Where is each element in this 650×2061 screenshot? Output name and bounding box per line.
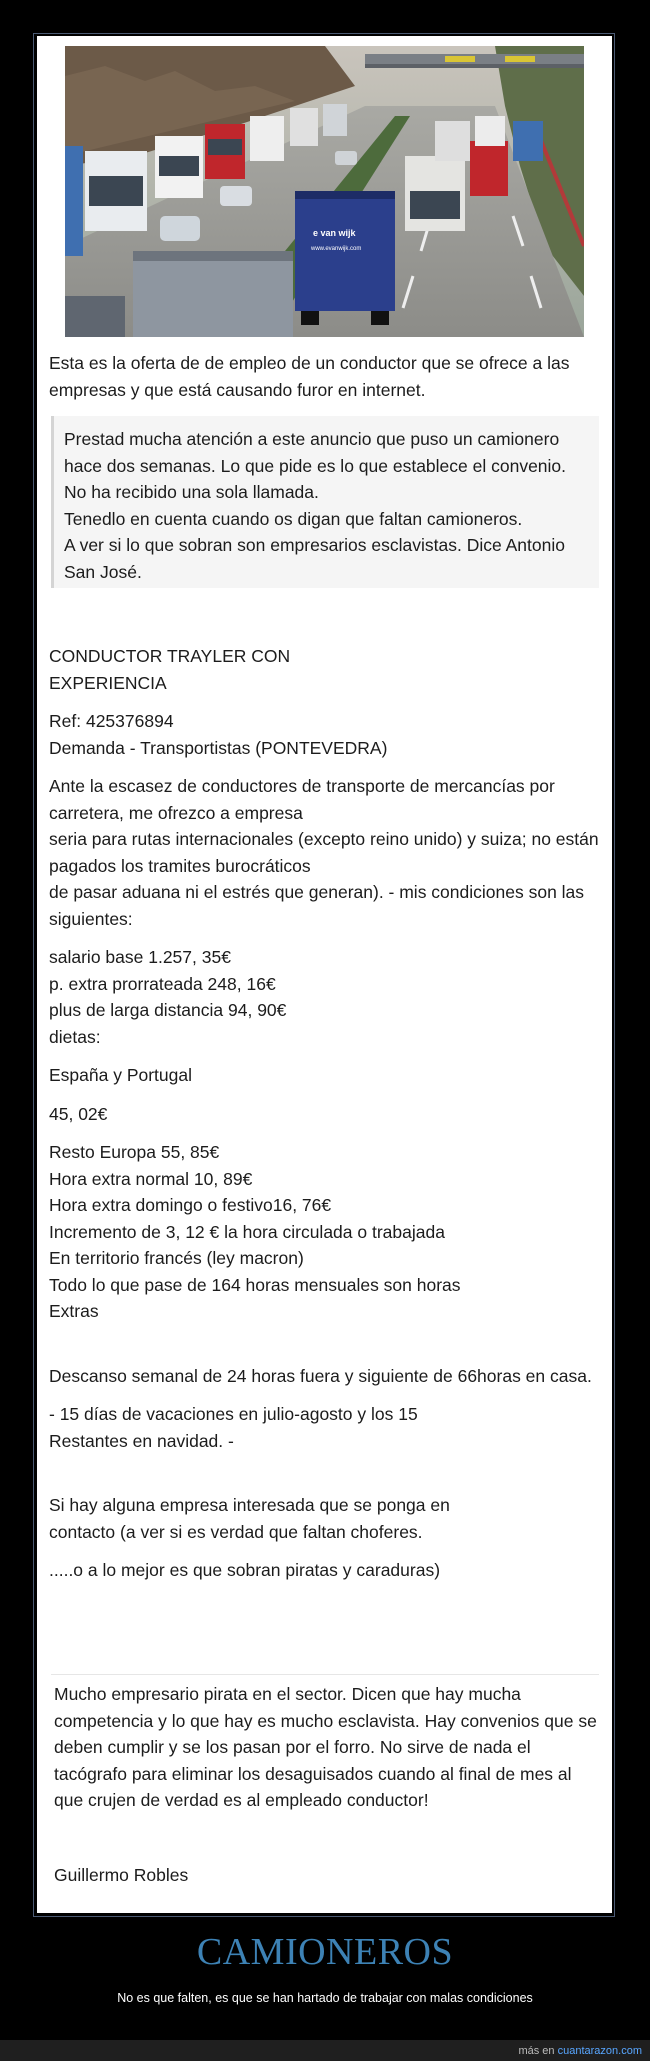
ad-paragraph: Ante la escasez de conductores de transporte de mercancías por carretera, me ofrezco a empresa seria para rutas internacionales (excepto reino unido) y suiza; no están pagados los tramites burocráticos de pasar aduana ni el estrés que generan). - mis condiciones son las siguientes:: [49, 776, 599, 929]
post-intro: Esta es la oferta de de empleo de un conductor que se ofrece a las empresas y que está causando furor en internet.: [49, 353, 570, 400]
quote-text: [64, 426, 594, 585]
comment-text: Mucho empresario pirata en el sector. Dicen que hay mucha competencia y lo que hay es mucho esclavista. Hay convenios que se deben cumplir y se los pasan por el forro. No sirve de nada el tacógrafo para eliminar los desaguisados cuando al final de mes al que crujen de verdad es al empleado conductor!: [54, 1684, 597, 1810]
ad-salary: salario base 1.257, 35€ p. extra prorrateada 248, 16€ plus de larga distancia 94, 90€ dietas:: [49, 947, 287, 1047]
ad-reference: Ref: 425376894 Demanda - Transportistas (PONTEVEDRA): [49, 711, 388, 758]
truck-url-text: www.evanwijk.com: [311, 246, 362, 252]
highway-trucks-photo: [65, 46, 584, 337]
footer: [518, 2045, 642, 2057]
quote-block: [51, 416, 599, 588]
truck-brand-text: e van wijk: [313, 228, 356, 238]
ad-paragraph: Descanso semanal de 24 horas fuera y siguiente de 66horas en casa.: [49, 1365, 592, 1386]
quote-line: Prestad mucha atención a este anuncio que puso un camionero hace dos semanas. Lo que pide es lo que establece el convenio.: [64, 429, 567, 476]
divider: [51, 1674, 599, 1675]
ad-conditions: Resto Europa 55, 85€ Hora extra normal 10, 89€ Hora extra domingo o festivo16, 76€ Incremento de 3, 12 € la hora circulada o trabajada En territorio francés (ley macron) Todo lo que pase de 164 horas mensuales son horas Extras: [49, 1142, 461, 1321]
quote-line: No ha recibido una sola llamada.: [64, 482, 319, 502]
quote-line: A ver si lo que sobran son empresarios esclavistas. Dice Antonio San José.: [64, 535, 565, 582]
ad-paragraph: España y Portugal: [49, 1065, 193, 1085]
ad-paragraph: - 15 días de vacaciones en julio-agosto y los 15 Restantes en navidad. -: [49, 1404, 418, 1451]
ad-paragraph: .....o a lo mejor es que sobran piratas y caraduras): [49, 1560, 441, 1580]
quote-line: Tenedlo en cuenta cuando os digan que faltan camioneros.: [64, 508, 523, 529]
job-ad: [49, 643, 599, 1596]
ad-title: CONDUCTOR TRAYLER CON EXPERIENCIA: [49, 646, 291, 693]
post-subtitle: No es que falten, es que se han hartado de trabajar con malas condiciones: [117, 1991, 533, 2005]
ad-paragraph: 45, 02€: [49, 1103, 108, 1124]
footer-site-link[interactable]: cuantarazon.com: [557, 2045, 642, 2057]
post-headline: CAMIONEROS: [196, 1931, 454, 1973]
footer-prefix: más en: [518, 2045, 558, 2057]
post-card: [37, 36, 612, 1913]
comment-author: Guillermo Robles: [54, 1865, 189, 1885]
ad-paragraph: Si hay alguna empresa interesada que se ponga en contacto (a ver si es verdad que faltan choferes.: [49, 1495, 450, 1542]
